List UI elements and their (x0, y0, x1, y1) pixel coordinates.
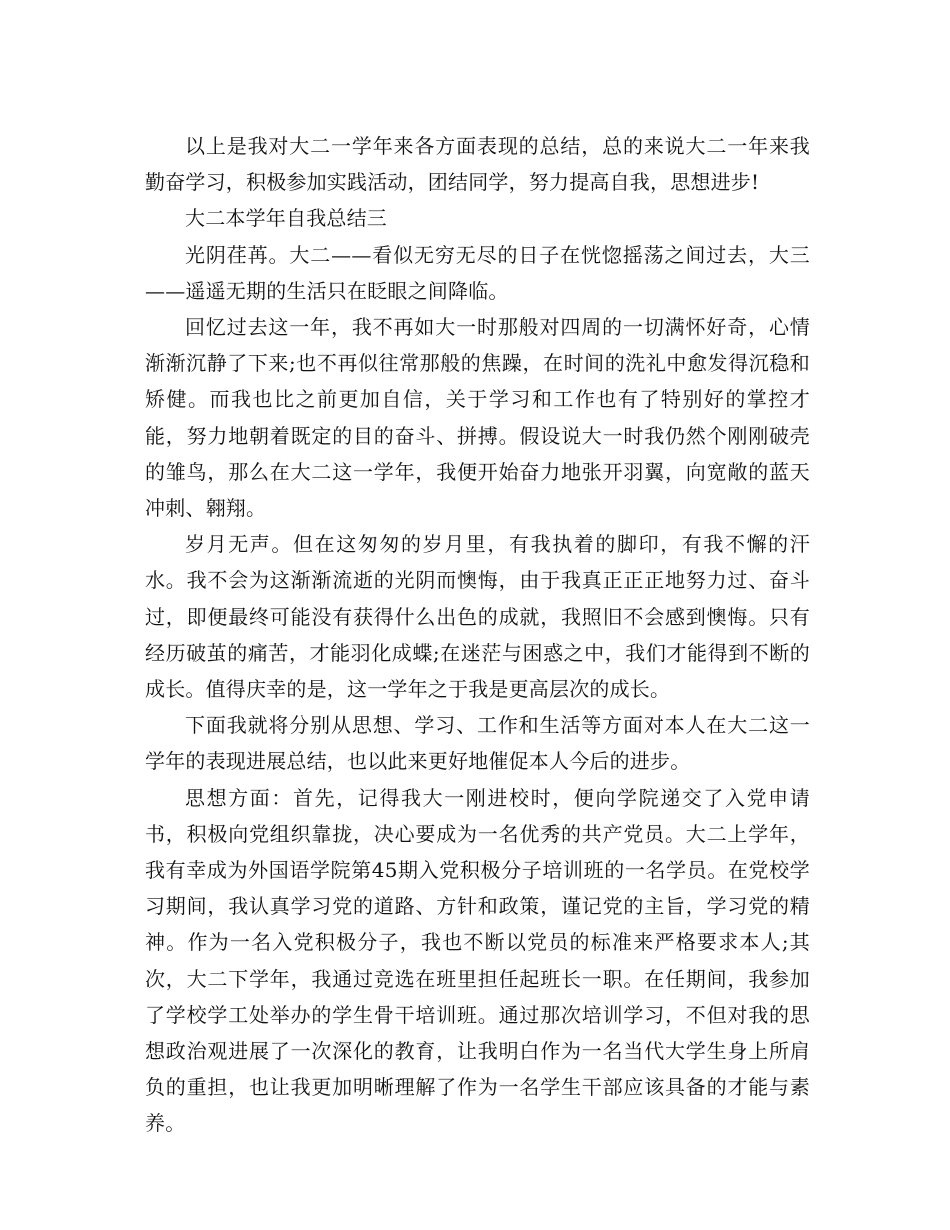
paragraph-reflection: 回忆过去这一年，我不再如大一时那般对四周的一切满怀好奇，心情渐渐沉静了下来;也不再似往常那般的焦躁，在时间的洗礼中愈发得沉稳和矫健。而我也比之前更加自信，关于学习和工作也有了特别好的掌控才能，努力地朝着既定的目的奋斗、拼搏。假设说大一时我仍然个刚刚破壳的雏鸟，那么在大二这一学年，我便开始奋力地张开羽翼，向宽敞的蓝天冲刺、翱翔。 (145, 315, 810, 521)
paragraph-thought-aspect: 思想方面：首先，记得我大一刚进校时，便向学院递交了入党申请书，积极向党组织靠拢，决心要成为一名优秀的共产党员。大二上学年，我有幸成为外国语学院第45期入党积极分子培训班的一名学员。在党校学习期间，我认真学习党的道路、方针和政策，谨记党的主旨，学习党的精神。作为一名入党积极分子，我也不断以党员的标准来严格要求本人;其次，大二下学年，我通过竞选在班里担任起班长一职。在任期间，我参加了学校学工处举办的学生骨干培训班。通过那次培训学习，不但对我的思想政治观进展了一次深化的教育，让我明白作为一名当代大学生身上所肩负的重担，也让我更加明晰理解了作为一名学生干部应该具备的才能与素养。 (145, 785, 810, 1136)
paragraph-summary-conclusion: 以上是我对大二一学年来各方面表现的总结，总的来说大二一年来我勤奋学习，积极参加实践活动，团结同学，努力提高自我，思想进步! (145, 134, 810, 195)
paragraph-years-silent: 岁月无声。但在这匆匆的岁月里，有我执着的脚印，有我不懈的汗水。我不会为这渐渐流逝的光阴而懊悔，由于我真正正正地努力过、奋斗过，即便最终可能没有获得什么出色的成就，我照旧不会感到懊悔。只有经历破茧的痛苦，才能羽化成蝶;在迷茫与困惑之中，我们才能得到不断的成长。值得庆幸的是，这一学年之于我是更高层次的成长。 (145, 532, 810, 702)
paragraph-time-passing: 光阴荏苒。大二——看似无穷无尽的日子在恍惚摇荡之间过去，大三——遥遥无期的生活只在眨眼之间降临。 (145, 242, 810, 303)
section-heading: 大二本学年自我总结三 (185, 206, 387, 231)
paragraph-overview: 下面我就将分别从思想、学习、工作和生活等方面对本人在大二这一学年的表现进展总结，也以此来更好地催促本人今后的进步。 (145, 713, 810, 774)
document-body (145, 128, 810, 1142)
